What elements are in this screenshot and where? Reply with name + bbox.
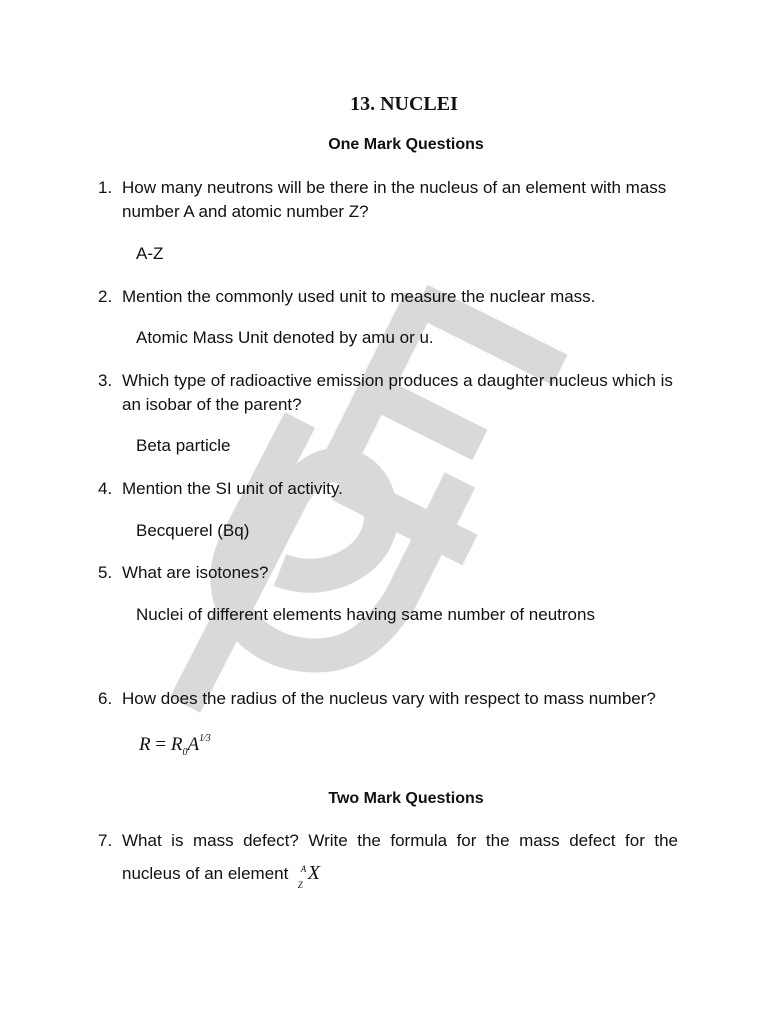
question-text: How does the radius of the nucleus vary with respect to mass number? (122, 689, 656, 708)
formula-exponent: 1⁄3 (199, 733, 211, 744)
question-text: What is mass defect? Write the formula for the mass defect for the nucleus of an element (122, 831, 678, 883)
nuclide-symbol (297, 861, 324, 890)
question-5 (98, 561, 678, 585)
question-number: 4. (98, 479, 113, 498)
nuclide-element: X (307, 862, 321, 884)
answer-4: Becquerel (Bq) (136, 521, 250, 540)
question-7 (98, 824, 678, 890)
nuclide-atomic-number: Z (297, 880, 303, 890)
question-3 (98, 369, 678, 417)
question-number: 5. (98, 563, 113, 582)
answer-3: Beta particle (136, 436, 231, 455)
radius-formula (139, 733, 211, 758)
question-1 (98, 176, 678, 224)
answer-1: A-Z (136, 244, 164, 263)
answer-2: Atomic Mass Unit denoted by amu or u. (136, 328, 434, 347)
nuclide-mass-number: A (300, 864, 307, 874)
formula-r-subscript: 0 (182, 747, 188, 758)
question-number: 2. (98, 287, 113, 306)
question-7-body (98, 824, 678, 890)
question-number: 3. (98, 371, 113, 390)
question-text: What are isotones? (122, 563, 269, 582)
question-text: Mention the SI unit of activity. (122, 479, 343, 498)
formula-equals: = (155, 734, 167, 755)
question-number: 7. (98, 831, 113, 850)
formula-r: R (170, 734, 183, 755)
question-text: How many neutrons will be there in the nucleus of an element with mass number A and atomic number Z? (122, 178, 667, 221)
one-mark-heading: One Mark Questions (328, 136, 484, 153)
two-mark-heading: Two Mark Questions (328, 790, 484, 807)
question-number: 1. (98, 178, 113, 197)
question-6 (98, 687, 678, 711)
answer-5: Nuclei of different elements having same number of neutrons (136, 605, 595, 624)
formula-a: A (187, 734, 200, 755)
formula-lhs: R (139, 734, 151, 755)
page-title: 13. NUCLEI (350, 93, 458, 115)
question-number: 6. (98, 689, 113, 708)
question-2 (98, 285, 678, 309)
question-4 (98, 477, 678, 501)
question-text: Which type of radioactive emission produces a daughter nucleus which is an isobar of the parent? (122, 371, 673, 414)
question-text: Mention the commonly used unit to measure the nuclear mass. (122, 287, 596, 306)
